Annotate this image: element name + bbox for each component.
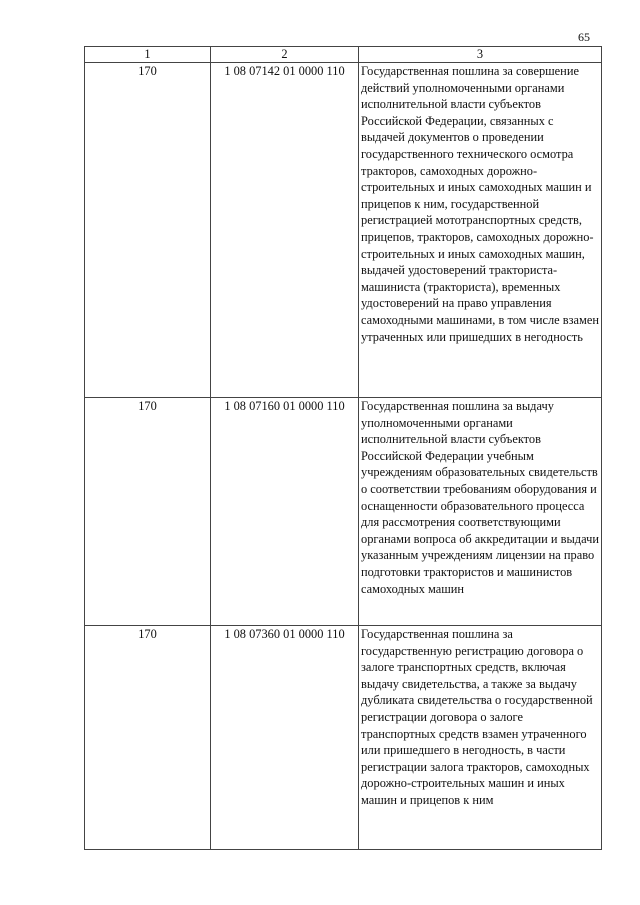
description-cell: Государственная пошлина за совершение действий уполномоченными органами исполнительной власти субъектов Российской Федерации, связанных с выдачей документов о проведении государственного технического осмотра тракторов, самоходных дорожно-строительных и иных самоходных машин и прицепов к ним, государственной регистрацией мототранспортных средств, прицепов, тракторов, самоходных дорожно-строительных и иных самоходных машин, выдачей удостоверений тракториста-машиниста (тракториста), временных удостоверений на право управления самоходными машинами, в том числе взамен утраченных или пришедших в негодность [359, 63, 602, 398]
table-header-row [85, 47, 602, 63]
table-row [85, 63, 602, 398]
description-cell: Государственная пошлина за государственную регистрацию договора о залоге транспортных средств, включая выдачу свидетельства, а также за выдачу дубликата свидетельства о государственной регистрации договора о залоге транспортных средств взамен утраченного или пришедшего в негодность, в части регистрации залога тракторов, самоходных дорожно-строительных машин и иных машин и прицепов к ним [359, 626, 602, 850]
admin-code-cell: 170 [85, 398, 211, 626]
column-header-1: 1 [85, 47, 211, 63]
column-header-3: 3 [359, 47, 602, 63]
budget-code-cell: 1 08 07160 01 0000 110 [211, 398, 359, 626]
admin-code-cell: 170 [85, 63, 211, 398]
description-cell: Государственная пошлина за выдачу уполномоченными органами исполнительной власти субъектов Российской Федерации учебным учреждениям образовательных свидетельств о соответствии требованиям оборудования и оснащенности образовательного процесса для рассмотрения соответствующими органами вопроса об аккредитации и выдачи указанным учреждениям лицензии на право подготовки трактористов и машинистов самоходных машин [359, 398, 602, 626]
budget-code-cell: 1 08 07360 01 0000 110 [211, 626, 359, 850]
column-header-2: 2 [211, 47, 359, 63]
admin-code-cell: 170 [85, 626, 211, 850]
budget-code-table [84, 46, 602, 850]
table-row [85, 398, 602, 626]
budget-code-cell: 1 08 07142 01 0000 110 [211, 63, 359, 398]
page-number: 65 [578, 30, 590, 44]
table-row [85, 626, 602, 850]
